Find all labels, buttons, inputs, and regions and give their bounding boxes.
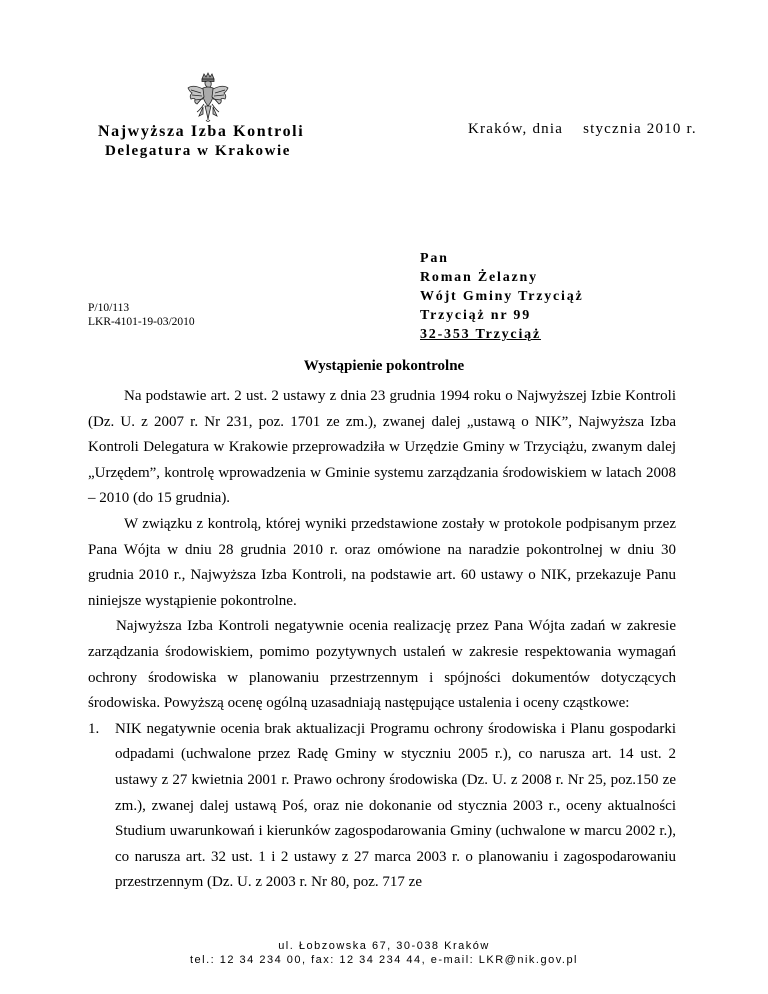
findings-list [88,717,676,896]
recipient-name: Roman Żelazny [420,270,538,285]
eagle-emblem-icon [185,72,231,124]
footer [0,939,768,967]
paragraph-1: Na podstawie art. 2 ust. 2 ustawy z dnia 23 grudnia 1994 roku o Najwyższej Izbie Kontroli (Dz. U. z 2007 r. Nr 231, poz. 1701 ze zm.), zwanej dalej „ustawą o NIK”, Najwyższa Izba Kontroli Delegatura w Krakowie przeprowadziła w Urzędzie Gminy w Trzyciążu, zwanym dalej „Urzędem”, kontrolę wprowadzenia w Gminie systemu zarządzania środowiskiem w latach 2008 – 2010 (do 15 grudnia). [88,388,676,507]
recipient-address [420,249,584,344]
recipient-street: Trzyciąż nr 99 [420,308,531,323]
footer-contact: tel.: 12 34 234 00, fax: 12 34 234 44, e-mail: LKR@nik.gov.pl [189,954,579,966]
document-body [88,384,676,896]
document-title: Wystąpienie pokontrolne [303,358,465,374]
list-item [88,717,676,896]
place-date [468,121,697,138]
paragraph-2: W związku z kontrolą, której wyniki przedstawione zostały w protokole podpisanym przez Pana Wójta w dniu 28 grudnia 2010 r. oraz omówione na naradzie pokontrolnej w dniu 30 grudnia 2010 r., Najwyższa Izba Kontroli, na podstawie art. 60 ustawy o NIK, przekazuje Panu niniejsze wystąpienie pokontrolne. [88,515,676,609]
institution-name: Najwyższa Izba Kontroli [98,123,305,140]
reference-numbers [88,301,195,329]
delegation-name: Delegatura w Krakowie [105,143,292,159]
place-date-label: Kraków, dnia [468,121,564,137]
list-item-number: 1. [88,720,100,737]
recipient-position: Wójt Gminy Trzyciąż [420,289,584,304]
paragraph-3: Najwyższa Izba Kontroli negatywnie ocenia realizację przez Pana Wójta zadań w zakresie zarządzania środowiskiem, pomimo pozytywnych ustaleń w zakresie respektowania wymagań ochrony środowiska w planowaniu przestrzennym i spójności dokumentów dotyczących środowiska. Powyższą ocenę ogólną uzasadniają następujące ustalenia i oceny cząstkowe: [88,618,676,712]
recipient-salutation: Pan [420,251,449,266]
reference-code-2: LKR-4101-19-03/2010 [88,316,195,328]
date-month-year: stycznia 2010 r. [583,121,697,137]
recipient-postal: 32-353 Trzyciąż [420,327,541,342]
reference-code-1: P/10/113 [88,302,130,314]
list-item-text: NIK negatywnie ocenia brak aktualizacji Programu ochrony środowiska i Planu gospodarki odpadami (uchwalone przez Radę Gminy w styczniu 2005 r.), co narusza art. 14 ust. 2 ustawy z 27 kwietnia 2001 r. Prawo ochrony środowiska (Dz. U. z 2008 r. Nr 25, poz.150 ze zm.), zwanej dalej ustawą Poś, oraz nie dokonanie od stycznia 2003 r., oceny aktualności Studium uwarunkowań i kierunków zagospodarowania Gminy (uchwalone w marcu 2002 r.), co narusza art. 32 ust. 1 i 2 ustawy z 27 marca 2003 r. o planowaniu i zagospodarowaniu przestrzennym (Dz. U. z 2003 r. Nr 80, poz. 717 ze [115,720,676,891]
footer-address: ul. Łobzowska 67, 30-038 Kraków [278,940,490,952]
